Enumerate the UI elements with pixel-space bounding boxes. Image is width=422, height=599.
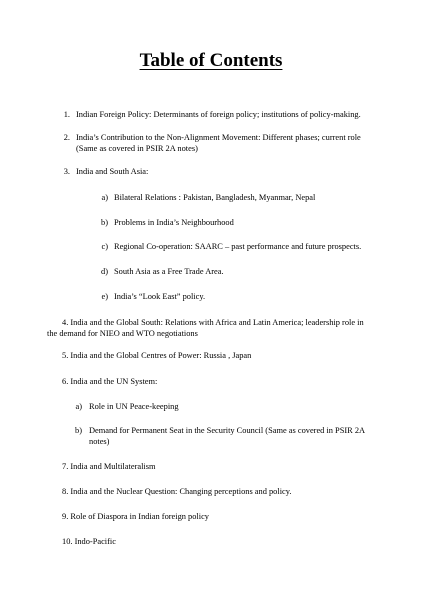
toc-number: 3. [63,167,70,176]
toc-text: 7. India and Multilateralism [62,462,156,471]
toc-text: 8. India and the Nuclear Question: Changing perceptions and policy. [62,487,292,496]
toc-text: South Asia as a Free Trade Area. [114,267,224,276]
toc-number: e) [101,292,108,301]
toc-text-line-1: 4. India and the Global South: Relations with Africa and Latin America; leadership role in [62,318,364,327]
toc-text-line-2: (Same as covered in PSIR 2A notes) [76,144,198,153]
toc-number: a) [75,402,82,411]
toc-text-line-1: Demand for Permanent Seat in the Security Council (Same as covered in PSIR 2A [89,426,366,435]
toc-number: b) [101,218,108,227]
toc-number: b) [75,426,82,435]
toc-text-line-1: India’s Contribution to the Non-Alignment Movement: Different phases; current role [76,133,361,142]
toc-text: Role in UN Peace-keeping [89,402,179,411]
page-title: Table of Contents [139,50,283,71]
toc-number: a) [101,193,108,202]
toc-text: Regional Co-operation: SAARC – past performance and future prospects. [114,242,362,251]
toc-text: Problems in India’s Neighbourhood [114,218,234,227]
toc-number: c) [101,242,108,251]
toc-number: 2. [63,133,70,142]
toc-text: Bilateral Relations : Pakistan, Bangladesh, Myanmar, Nepal [114,193,316,202]
toc-text: India’s “Look East” policy. [114,292,206,301]
toc-text-line-2: the demand for NIEO and WTO negotiations [47,329,198,338]
toc-text: 6. India and the UN System: [62,377,158,386]
toc-text-line-2: notes) [89,437,110,446]
toc-text: India and South Asia: [76,167,149,176]
toc-text: Indian Foreign Policy: Determinants of foreign policy; institutions of policy-making. [76,110,361,119]
toc-text: 10. Indo-Pacific [62,537,116,546]
toc-text: 9. Role of Diaspora in Indian foreign policy [62,512,209,521]
toc-number: d) [101,267,108,276]
toc-number: 1. [63,110,70,119]
toc-text: 5. India and the Global Centres of Power: Russia , Japan [62,351,252,360]
